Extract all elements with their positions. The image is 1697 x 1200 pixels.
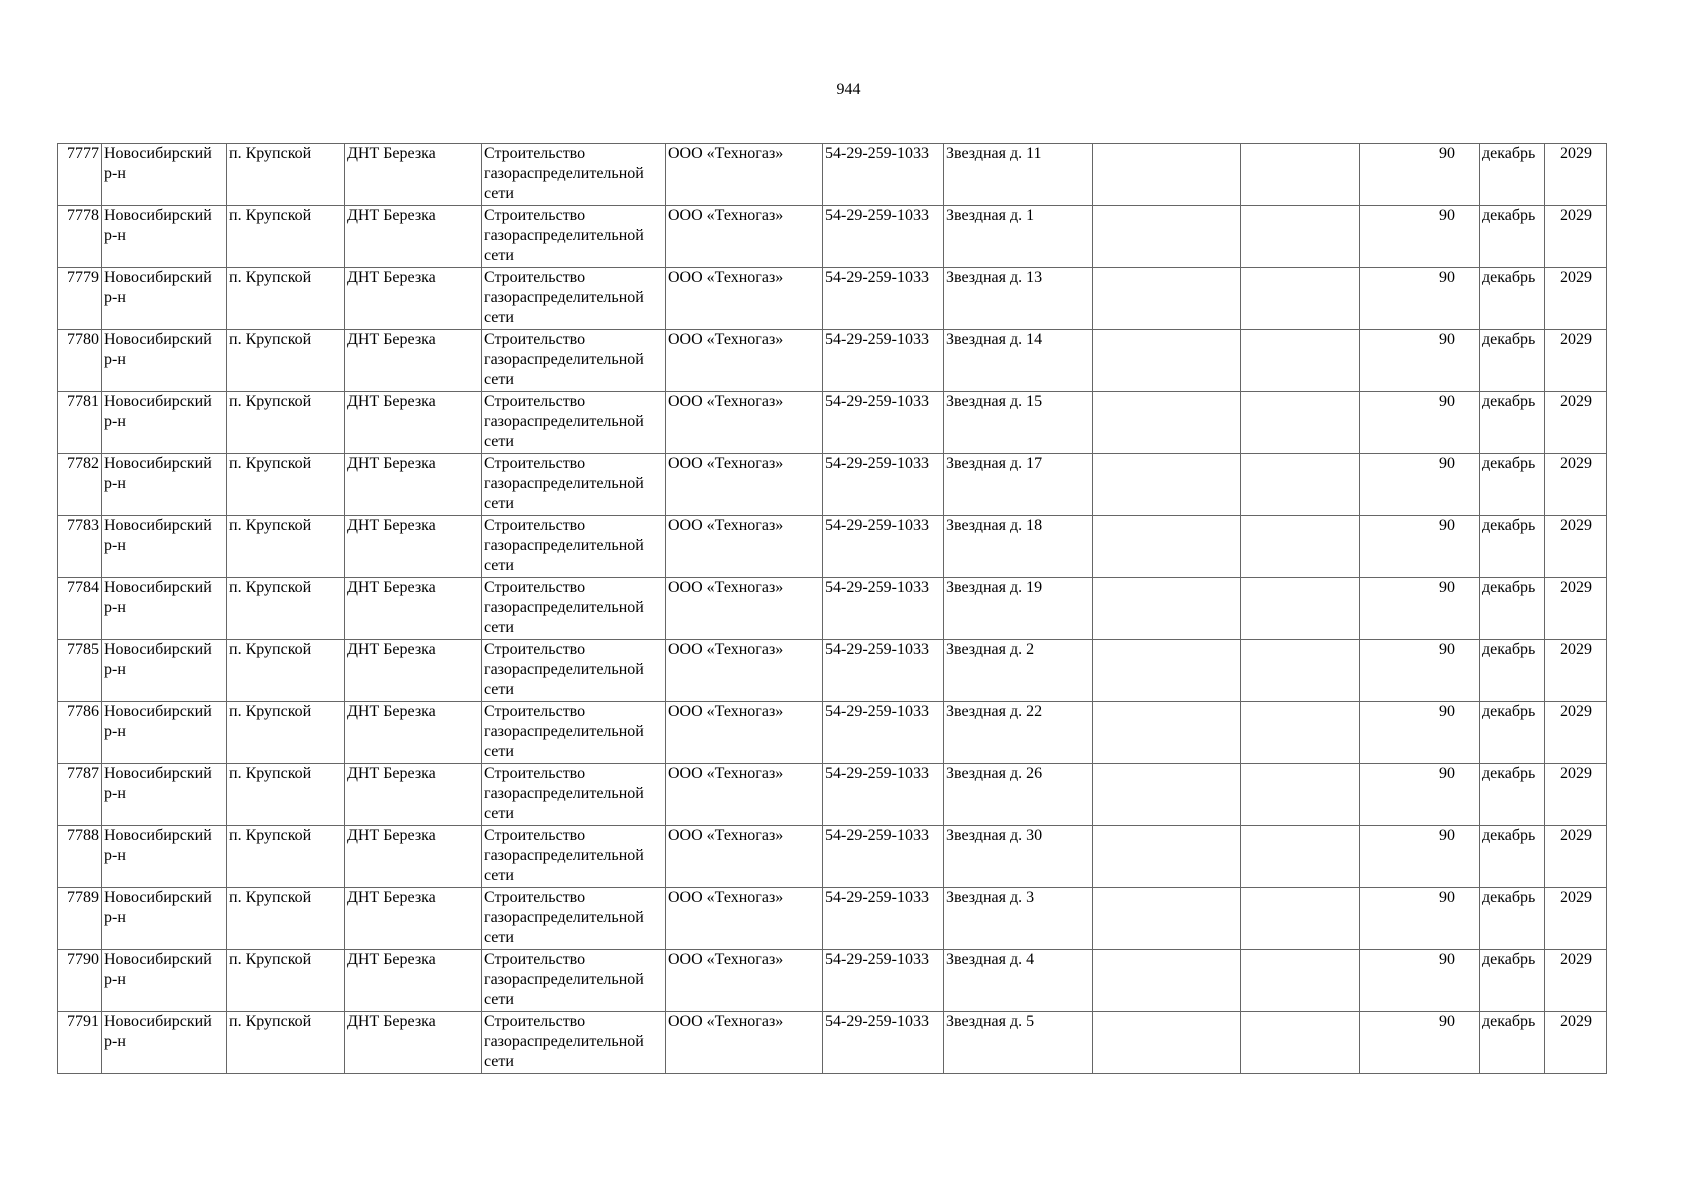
cell-organization: ДНТ Березка bbox=[345, 640, 482, 702]
cell-organization: ДНТ Березка bbox=[345, 826, 482, 888]
cell-quantity: 90 bbox=[1360, 702, 1480, 764]
cell-address: Звездная д. 3 bbox=[944, 888, 1093, 950]
cell-district: Новосибирский р-н bbox=[102, 764, 227, 826]
cell-settlement: п. Крупской bbox=[227, 826, 345, 888]
cell-company: ООО «Техногаз» bbox=[666, 640, 823, 702]
cell-code: 54-29-259-1033 bbox=[823, 1012, 944, 1074]
cell-work-type: Строительство газораспределительной сети bbox=[482, 144, 666, 206]
cell-code: 54-29-259-1033 bbox=[823, 392, 944, 454]
cell-id: 7783 bbox=[58, 516, 102, 578]
cell-quantity: 90 bbox=[1360, 578, 1480, 640]
cell-code: 54-29-259-1033 bbox=[823, 206, 944, 268]
cell-district: Новосибирский р-н bbox=[102, 1012, 227, 1074]
cell-year: 2029 bbox=[1545, 330, 1607, 392]
cell-settlement: п. Крупской bbox=[227, 206, 345, 268]
cell-year: 2029 bbox=[1545, 454, 1607, 516]
cell-empty bbox=[1093, 578, 1241, 640]
table-row bbox=[58, 516, 1607, 578]
cell-code: 54-29-259-1033 bbox=[823, 578, 944, 640]
cell-organization: ДНТ Березка bbox=[345, 702, 482, 764]
cell-settlement: п. Крупской bbox=[227, 392, 345, 454]
cell-id: 7779 bbox=[58, 268, 102, 330]
table-row bbox=[58, 888, 1607, 950]
cell-id: 7788 bbox=[58, 826, 102, 888]
cell-code: 54-29-259-1033 bbox=[823, 144, 944, 206]
table-row bbox=[58, 144, 1607, 206]
table-row bbox=[58, 950, 1607, 1012]
cell-code: 54-29-259-1033 bbox=[823, 888, 944, 950]
cell-settlement: п. Крупской bbox=[227, 454, 345, 516]
cell-district: Новосибирский р-н bbox=[102, 950, 227, 1012]
cell-organization: ДНТ Березка bbox=[345, 516, 482, 578]
cell-empty bbox=[1241, 640, 1360, 702]
cell-work-type: Строительство газораспределительной сети bbox=[482, 454, 666, 516]
cell-id: 7790 bbox=[58, 950, 102, 1012]
cell-empty bbox=[1241, 702, 1360, 764]
cell-empty bbox=[1241, 826, 1360, 888]
cell-year: 2029 bbox=[1545, 206, 1607, 268]
cell-work-type: Строительство газораспределительной сети bbox=[482, 206, 666, 268]
cell-empty bbox=[1093, 950, 1241, 1012]
cell-year: 2029 bbox=[1545, 702, 1607, 764]
cell-settlement: п. Крупской bbox=[227, 888, 345, 950]
cell-district: Новосибирский р-н bbox=[102, 826, 227, 888]
cell-year: 2029 bbox=[1545, 764, 1607, 826]
cell-work-type: Строительство газораспределительной сети bbox=[482, 578, 666, 640]
cell-month: декабрь bbox=[1480, 702, 1545, 764]
table-row bbox=[58, 392, 1607, 454]
cell-month: декабрь bbox=[1480, 206, 1545, 268]
cell-district: Новосибирский р-н bbox=[102, 640, 227, 702]
cell-code: 54-29-259-1033 bbox=[823, 268, 944, 330]
cell-work-type: Строительство газораспределительной сети bbox=[482, 950, 666, 1012]
cell-company: ООО «Техногаз» bbox=[666, 330, 823, 392]
cell-empty bbox=[1093, 1012, 1241, 1074]
cell-work-type: Строительство газораспределительной сети bbox=[482, 826, 666, 888]
cell-empty bbox=[1241, 206, 1360, 268]
cell-work-type: Строительство газораспределительной сети bbox=[482, 330, 666, 392]
cell-code: 54-29-259-1033 bbox=[823, 640, 944, 702]
cell-settlement: п. Крупской bbox=[227, 516, 345, 578]
cell-id: 7780 bbox=[58, 330, 102, 392]
cell-year: 2029 bbox=[1545, 578, 1607, 640]
cell-quantity: 90 bbox=[1360, 764, 1480, 826]
cell-empty bbox=[1241, 888, 1360, 950]
cell-address: Звездная д. 1 bbox=[944, 206, 1093, 268]
cell-organization: ДНТ Березка bbox=[345, 950, 482, 1012]
cell-quantity: 90 bbox=[1360, 392, 1480, 454]
cell-quantity: 90 bbox=[1360, 268, 1480, 330]
cell-month: декабрь bbox=[1480, 516, 1545, 578]
cell-work-type: Строительство газораспределительной сети bbox=[482, 764, 666, 826]
cell-quantity: 90 bbox=[1360, 950, 1480, 1012]
cell-address: Звездная д. 2 bbox=[944, 640, 1093, 702]
cell-settlement: п. Крупской bbox=[227, 640, 345, 702]
cell-settlement: п. Крупской bbox=[227, 268, 345, 330]
cell-settlement: п. Крупской bbox=[227, 702, 345, 764]
cell-id: 7784 bbox=[58, 578, 102, 640]
cell-address: Звездная д. 18 bbox=[944, 516, 1093, 578]
cell-company: ООО «Техногаз» bbox=[666, 764, 823, 826]
cell-company: ООО «Техногаз» bbox=[666, 392, 823, 454]
cell-month: декабрь bbox=[1480, 640, 1545, 702]
table-row bbox=[58, 1012, 1607, 1074]
cell-month: декабрь bbox=[1480, 268, 1545, 330]
cell-company: ООО «Техногаз» bbox=[666, 268, 823, 330]
cell-company: ООО «Техногаз» bbox=[666, 826, 823, 888]
cell-id: 7789 bbox=[58, 888, 102, 950]
cell-year: 2029 bbox=[1545, 640, 1607, 702]
cell-district: Новосибирский р-н bbox=[102, 888, 227, 950]
cell-empty bbox=[1093, 640, 1241, 702]
cell-company: ООО «Техногаз» bbox=[666, 516, 823, 578]
cell-organization: ДНТ Березка bbox=[345, 330, 482, 392]
cell-address: Звездная д. 30 bbox=[944, 826, 1093, 888]
cell-empty bbox=[1241, 268, 1360, 330]
table-row bbox=[58, 268, 1607, 330]
cell-year: 2029 bbox=[1545, 392, 1607, 454]
cell-organization: ДНТ Березка bbox=[345, 268, 482, 330]
cell-company: ООО «Техногаз» bbox=[666, 144, 823, 206]
cell-month: декабрь bbox=[1480, 392, 1545, 454]
cell-empty bbox=[1241, 144, 1360, 206]
cell-district: Новосибирский р-н bbox=[102, 702, 227, 764]
cell-district: Новосибирский р-н bbox=[102, 268, 227, 330]
cell-month: декабрь bbox=[1480, 1012, 1545, 1074]
cell-code: 54-29-259-1033 bbox=[823, 330, 944, 392]
cell-organization: ДНТ Березка bbox=[345, 578, 482, 640]
cell-empty bbox=[1093, 764, 1241, 826]
cell-settlement: п. Крупской bbox=[227, 144, 345, 206]
cell-company: ООО «Техногаз» bbox=[666, 888, 823, 950]
cell-month: декабрь bbox=[1480, 950, 1545, 1012]
cell-work-type: Строительство газораспределительной сети bbox=[482, 640, 666, 702]
cell-empty bbox=[1093, 268, 1241, 330]
cell-work-type: Строительство газораспределительной сети bbox=[482, 702, 666, 764]
cell-empty bbox=[1093, 888, 1241, 950]
cell-work-type: Строительство газораспределительной сети bbox=[482, 888, 666, 950]
cell-empty bbox=[1241, 1012, 1360, 1074]
table-row bbox=[58, 826, 1607, 888]
cell-empty bbox=[1241, 578, 1360, 640]
cell-address: Звездная д. 11 bbox=[944, 144, 1093, 206]
cell-year: 2029 bbox=[1545, 516, 1607, 578]
cell-organization: ДНТ Березка bbox=[345, 206, 482, 268]
cell-address: Звездная д. 14 bbox=[944, 330, 1093, 392]
cell-organization: ДНТ Березка bbox=[345, 392, 482, 454]
table-row bbox=[58, 764, 1607, 826]
cell-district: Новосибирский р-н bbox=[102, 144, 227, 206]
cell-address: Звездная д. 17 bbox=[944, 454, 1093, 516]
cell-empty bbox=[1241, 392, 1360, 454]
cell-district: Новосибирский р-н bbox=[102, 392, 227, 454]
records-table bbox=[57, 143, 1607, 1074]
cell-address: Звездная д. 22 bbox=[944, 702, 1093, 764]
cell-empty bbox=[1241, 764, 1360, 826]
cell-year: 2029 bbox=[1545, 268, 1607, 330]
cell-organization: ДНТ Березка bbox=[345, 454, 482, 516]
cell-year: 2029 bbox=[1545, 826, 1607, 888]
cell-month: декабрь bbox=[1480, 330, 1545, 392]
cell-organization: ДНТ Березка bbox=[345, 888, 482, 950]
cell-company: ООО «Техногаз» bbox=[666, 578, 823, 640]
cell-organization: ДНТ Березка bbox=[345, 1012, 482, 1074]
cell-quantity: 90 bbox=[1360, 826, 1480, 888]
cell-empty bbox=[1093, 702, 1241, 764]
cell-empty bbox=[1093, 826, 1241, 888]
cell-quantity: 90 bbox=[1360, 454, 1480, 516]
table-row bbox=[58, 640, 1607, 702]
cell-address: Звездная д. 26 bbox=[944, 764, 1093, 826]
cell-address: Звездная д. 5 bbox=[944, 1012, 1093, 1074]
cell-month: декабрь bbox=[1480, 888, 1545, 950]
cell-year: 2029 bbox=[1545, 950, 1607, 1012]
cell-work-type: Строительство газораспределительной сети bbox=[482, 392, 666, 454]
cell-organization: ДНТ Березка bbox=[345, 764, 482, 826]
table-body bbox=[58, 144, 1607, 1074]
cell-empty bbox=[1093, 392, 1241, 454]
cell-month: декабрь bbox=[1480, 454, 1545, 516]
cell-organization: ДНТ Березка bbox=[345, 144, 482, 206]
cell-code: 54-29-259-1033 bbox=[823, 764, 944, 826]
cell-district: Новосибирский р-н bbox=[102, 578, 227, 640]
cell-quantity: 90 bbox=[1360, 144, 1480, 206]
cell-month: декабрь bbox=[1480, 144, 1545, 206]
cell-company: ООО «Техногаз» bbox=[666, 1012, 823, 1074]
cell-district: Новосибирский р-н bbox=[102, 454, 227, 516]
cell-id: 7781 bbox=[58, 392, 102, 454]
cell-quantity: 90 bbox=[1360, 1012, 1480, 1074]
cell-id: 7786 bbox=[58, 702, 102, 764]
cell-company: ООО «Техногаз» bbox=[666, 950, 823, 1012]
cell-id: 7778 bbox=[58, 206, 102, 268]
cell-quantity: 90 bbox=[1360, 640, 1480, 702]
cell-empty bbox=[1241, 950, 1360, 1012]
cell-settlement: п. Крупской bbox=[227, 950, 345, 1012]
cell-empty bbox=[1093, 144, 1241, 206]
cell-empty bbox=[1093, 206, 1241, 268]
cell-month: декабрь bbox=[1480, 764, 1545, 826]
cell-code: 54-29-259-1033 bbox=[823, 702, 944, 764]
cell-id: 7785 bbox=[58, 640, 102, 702]
cell-district: Новосибирский р-н bbox=[102, 516, 227, 578]
cell-work-type: Строительство газораспределительной сети bbox=[482, 1012, 666, 1074]
cell-quantity: 90 bbox=[1360, 888, 1480, 950]
cell-company: ООО «Техногаз» bbox=[666, 206, 823, 268]
cell-empty bbox=[1241, 516, 1360, 578]
cell-address: Звездная д. 19 bbox=[944, 578, 1093, 640]
cell-id: 7777 bbox=[58, 144, 102, 206]
cell-work-type: Строительство газораспределительной сети bbox=[482, 268, 666, 330]
cell-company: ООО «Техногаз» bbox=[666, 454, 823, 516]
cell-year: 2029 bbox=[1545, 144, 1607, 206]
cell-id: 7791 bbox=[58, 1012, 102, 1074]
table-row bbox=[58, 454, 1607, 516]
cell-empty bbox=[1093, 516, 1241, 578]
cell-id: 7787 bbox=[58, 764, 102, 826]
cell-address: Звездная д. 4 bbox=[944, 950, 1093, 1012]
cell-empty bbox=[1093, 330, 1241, 392]
cell-district: Новосибирский р-н bbox=[102, 330, 227, 392]
table-row bbox=[58, 206, 1607, 268]
cell-address: Звездная д. 15 bbox=[944, 392, 1093, 454]
cell-code: 54-29-259-1033 bbox=[823, 454, 944, 516]
cell-empty bbox=[1241, 454, 1360, 516]
cell-month: декабрь bbox=[1480, 826, 1545, 888]
cell-quantity: 90 bbox=[1360, 206, 1480, 268]
cell-settlement: п. Крупской bbox=[227, 1012, 345, 1074]
cell-year: 2029 bbox=[1545, 888, 1607, 950]
cell-code: 54-29-259-1033 bbox=[823, 826, 944, 888]
table-row bbox=[58, 330, 1607, 392]
cell-district: Новосибирский р-н bbox=[102, 206, 227, 268]
cell-work-type: Строительство газораспределительной сети bbox=[482, 516, 666, 578]
cell-empty bbox=[1241, 330, 1360, 392]
table-row bbox=[58, 702, 1607, 764]
cell-code: 54-29-259-1033 bbox=[823, 516, 944, 578]
table-row bbox=[58, 578, 1607, 640]
cell-address: Звездная д. 13 bbox=[944, 268, 1093, 330]
cell-settlement: п. Крупской bbox=[227, 330, 345, 392]
cell-year: 2029 bbox=[1545, 1012, 1607, 1074]
page-number: 944 bbox=[836, 81, 861, 98]
cell-quantity: 90 bbox=[1360, 330, 1480, 392]
cell-settlement: п. Крупской bbox=[227, 764, 345, 826]
cell-company: ООО «Техногаз» bbox=[666, 702, 823, 764]
cell-id: 7782 bbox=[58, 454, 102, 516]
cell-empty bbox=[1093, 454, 1241, 516]
cell-month: декабрь bbox=[1480, 578, 1545, 640]
cell-settlement: п. Крупской bbox=[227, 578, 345, 640]
cell-code: 54-29-259-1033 bbox=[823, 950, 944, 1012]
cell-quantity: 90 bbox=[1360, 516, 1480, 578]
